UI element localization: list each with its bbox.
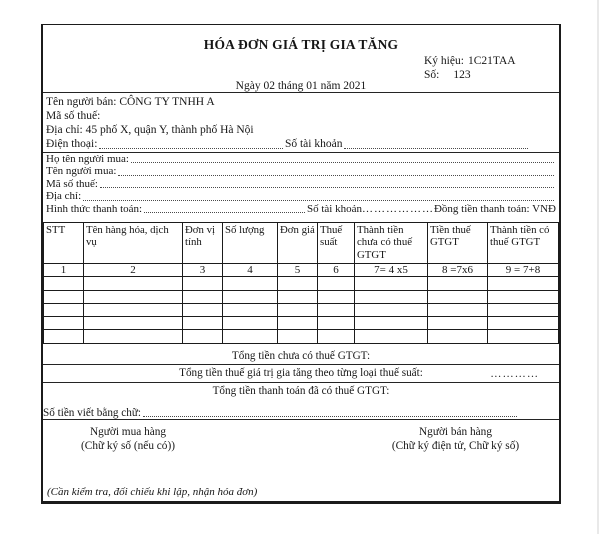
col-number-cell: 1 <box>44 264 84 277</box>
buyer-tax-row <box>46 178 556 190</box>
seller-signature-note: (Chữ ký điện tử, Chữ ký số) <box>391 439 520 452</box>
seller-signature-block <box>363 426 548 453</box>
item-cell <box>318 317 355 330</box>
table-header-row <box>44 223 559 264</box>
col-header: Tên hàng hóa, dịch vụ <box>84 223 183 264</box>
col-number-cell: 6 <box>318 264 355 277</box>
item-cell <box>355 277 428 290</box>
col-header: Tiền thuế GTGT <box>428 223 488 264</box>
symbol-label: Ký hiệu: <box>424 55 464 67</box>
vat-total-row <box>43 365 559 383</box>
buyer-fullname-label: Họ tên người mua: <box>46 153 129 165</box>
item-cell <box>84 303 183 316</box>
item-row <box>44 303 559 316</box>
item-cell <box>428 277 488 290</box>
amount-in-words-row <box>43 400 559 420</box>
col-header: Số lượng <box>223 223 278 264</box>
verification-note: (Cần kiểm tra, đối chiếu khi lập, nhận hóa đơn) <box>47 486 258 498</box>
item-cell <box>488 303 559 316</box>
buyer-account-dots: ……………… <box>361 202 434 215</box>
item-cell <box>488 317 559 330</box>
buyer-fullname-row <box>46 153 556 165</box>
table-body <box>44 264 559 344</box>
buyer-signature-block <box>43 426 213 453</box>
col-number-cell: 8 =7x6 <box>428 264 488 277</box>
seller-phone-row <box>46 137 556 151</box>
item-row <box>44 277 559 290</box>
item-cell <box>318 277 355 290</box>
col-number-cell: 2 <box>84 264 183 277</box>
col-header: Thành tiền chưa có thuế GTGT <box>355 223 428 264</box>
item-cell <box>355 290 428 303</box>
subtotal-label: Tổng tiền chưa có thuế GTGT: <box>231 350 371 362</box>
seller-signature-title: Người bán hàng <box>419 426 492 438</box>
item-cell <box>223 317 278 330</box>
buyer-name-row <box>46 165 556 177</box>
item-cell <box>428 303 488 316</box>
item-cell <box>355 330 428 343</box>
vat-total-dots: ………… <box>490 368 539 380</box>
payment-row <box>46 203 556 215</box>
item-cell <box>183 303 223 316</box>
buyer-section <box>46 153 556 215</box>
item-cell <box>488 290 559 303</box>
vat-total-label: Tổng tiền thuế giá trị gia tăng theo từng loại thuế suất: <box>179 367 423 379</box>
number-label: Số: <box>424 69 440 81</box>
item-cell <box>44 303 84 316</box>
account-fill-line <box>344 148 528 149</box>
seller-name-value: CÔNG TY TNHH A <box>119 96 215 108</box>
payment-method-label: Hình thức thanh toán: <box>46 202 143 215</box>
item-cell <box>223 303 278 316</box>
currency-label: Đồng tiền thanh toán: VNĐ <box>433 202 556 215</box>
item-cell <box>183 317 223 330</box>
item-cell <box>278 303 318 316</box>
buyer-address-row <box>46 190 556 202</box>
payment-fill-line <box>144 212 305 213</box>
col-number-cell: 9 = 7+8 <box>488 264 559 277</box>
grand-total-label: Tổng tiền thanh toán đã có thuế GTGT: <box>212 385 390 397</box>
col-number-cell: 5 <box>278 264 318 277</box>
item-cell <box>428 330 488 343</box>
item-cell <box>183 290 223 303</box>
invoice-form <box>41 24 561 504</box>
column-number-row <box>44 264 559 277</box>
item-row <box>44 317 559 330</box>
item-cell <box>278 330 318 343</box>
seller-tax-row <box>46 109 556 123</box>
item-cell <box>355 303 428 316</box>
col-header: Đơn giá <box>278 223 318 264</box>
totals-section <box>43 347 559 420</box>
item-cell <box>278 277 318 290</box>
item-row <box>44 290 559 303</box>
item-cell <box>488 277 559 290</box>
phone-fill-line <box>99 148 283 149</box>
item-cell <box>44 330 84 343</box>
item-cell <box>84 317 183 330</box>
seller-phone-label: Điện thoại: <box>46 138 98 150</box>
invoice-title: HÓA ĐƠN GIÁ TRỊ GIA TĂNG <box>203 37 399 52</box>
buyer-name-fill <box>118 175 554 176</box>
buyer-address-label: Địa chỉ: <box>46 190 82 203</box>
amount-in-words-label: Số tiền viết bằng chữ: <box>43 407 142 419</box>
item-cell <box>44 317 84 330</box>
buyer-signature-title: Người mua hàng <box>89 426 167 438</box>
serial-symbol-line <box>424 54 516 68</box>
buyer-account-label: Số tài khoản <box>306 202 362 215</box>
item-cell <box>223 330 278 343</box>
divider-header <box>43 92 559 93</box>
item-cell <box>318 303 355 316</box>
item-cell <box>183 277 223 290</box>
col-header: STT <box>44 223 84 264</box>
item-cell <box>488 330 559 343</box>
buyer-address-fill <box>83 200 554 201</box>
invoice-date: Ngày 02 tháng 01 năm 2021 <box>235 80 367 92</box>
screen-right-edge <box>597 0 599 534</box>
item-cell <box>183 330 223 343</box>
seller-account-label: Số tài khoản <box>284 138 343 150</box>
item-cell <box>84 330 183 343</box>
item-cell <box>84 290 183 303</box>
subtotal-row <box>43 347 559 365</box>
item-cell <box>44 277 84 290</box>
buyer-fullname-fill <box>131 162 554 163</box>
grand-total-row <box>43 383 559 400</box>
item-cell <box>428 317 488 330</box>
col-number-cell: 3 <box>183 264 223 277</box>
buyer-name-label: Tên người mua: <box>46 165 117 178</box>
buyer-tax-fill <box>100 187 554 188</box>
seller-name-row <box>46 95 556 109</box>
buyer-tax-label: Mã số thuế: <box>46 177 98 190</box>
item-cell <box>44 290 84 303</box>
buyer-signature-note: (Chữ ký số (nếu có)) <box>81 439 175 452</box>
item-cell <box>223 277 278 290</box>
seller-address-row <box>46 123 556 137</box>
item-cell <box>278 290 318 303</box>
item-cell <box>318 330 355 343</box>
number-value: 123 <box>453 69 471 81</box>
col-number-cell: 4 <box>223 264 278 277</box>
symbol-value: 1C21TAA <box>467 55 516 67</box>
serial-block <box>424 54 516 82</box>
col-header: Thành tiền có thuế GTGT <box>488 223 559 264</box>
item-cell <box>223 290 278 303</box>
col-header: Đơn vị tính <box>183 223 223 264</box>
item-cell <box>278 317 318 330</box>
seller-name-label: Tên người bán: <box>46 96 117 108</box>
col-number-cell: 7= 4 x5 <box>355 264 428 277</box>
item-cell <box>84 277 183 290</box>
seller-address-value: 45 phố X, quận Y, thành phố Hà Nội <box>85 124 254 136</box>
item-cell <box>318 290 355 303</box>
item-row <box>44 330 559 343</box>
item-cell <box>428 290 488 303</box>
col-header: Thuế suất <box>318 223 355 264</box>
item-cell <box>355 317 428 330</box>
seller-section <box>46 95 556 151</box>
seller-tax-label: Mã số thuế: <box>46 110 101 122</box>
items-table <box>43 222 559 344</box>
seller-address-label: Địa chỉ: <box>46 124 83 136</box>
amount-in-words-fill <box>143 416 517 417</box>
